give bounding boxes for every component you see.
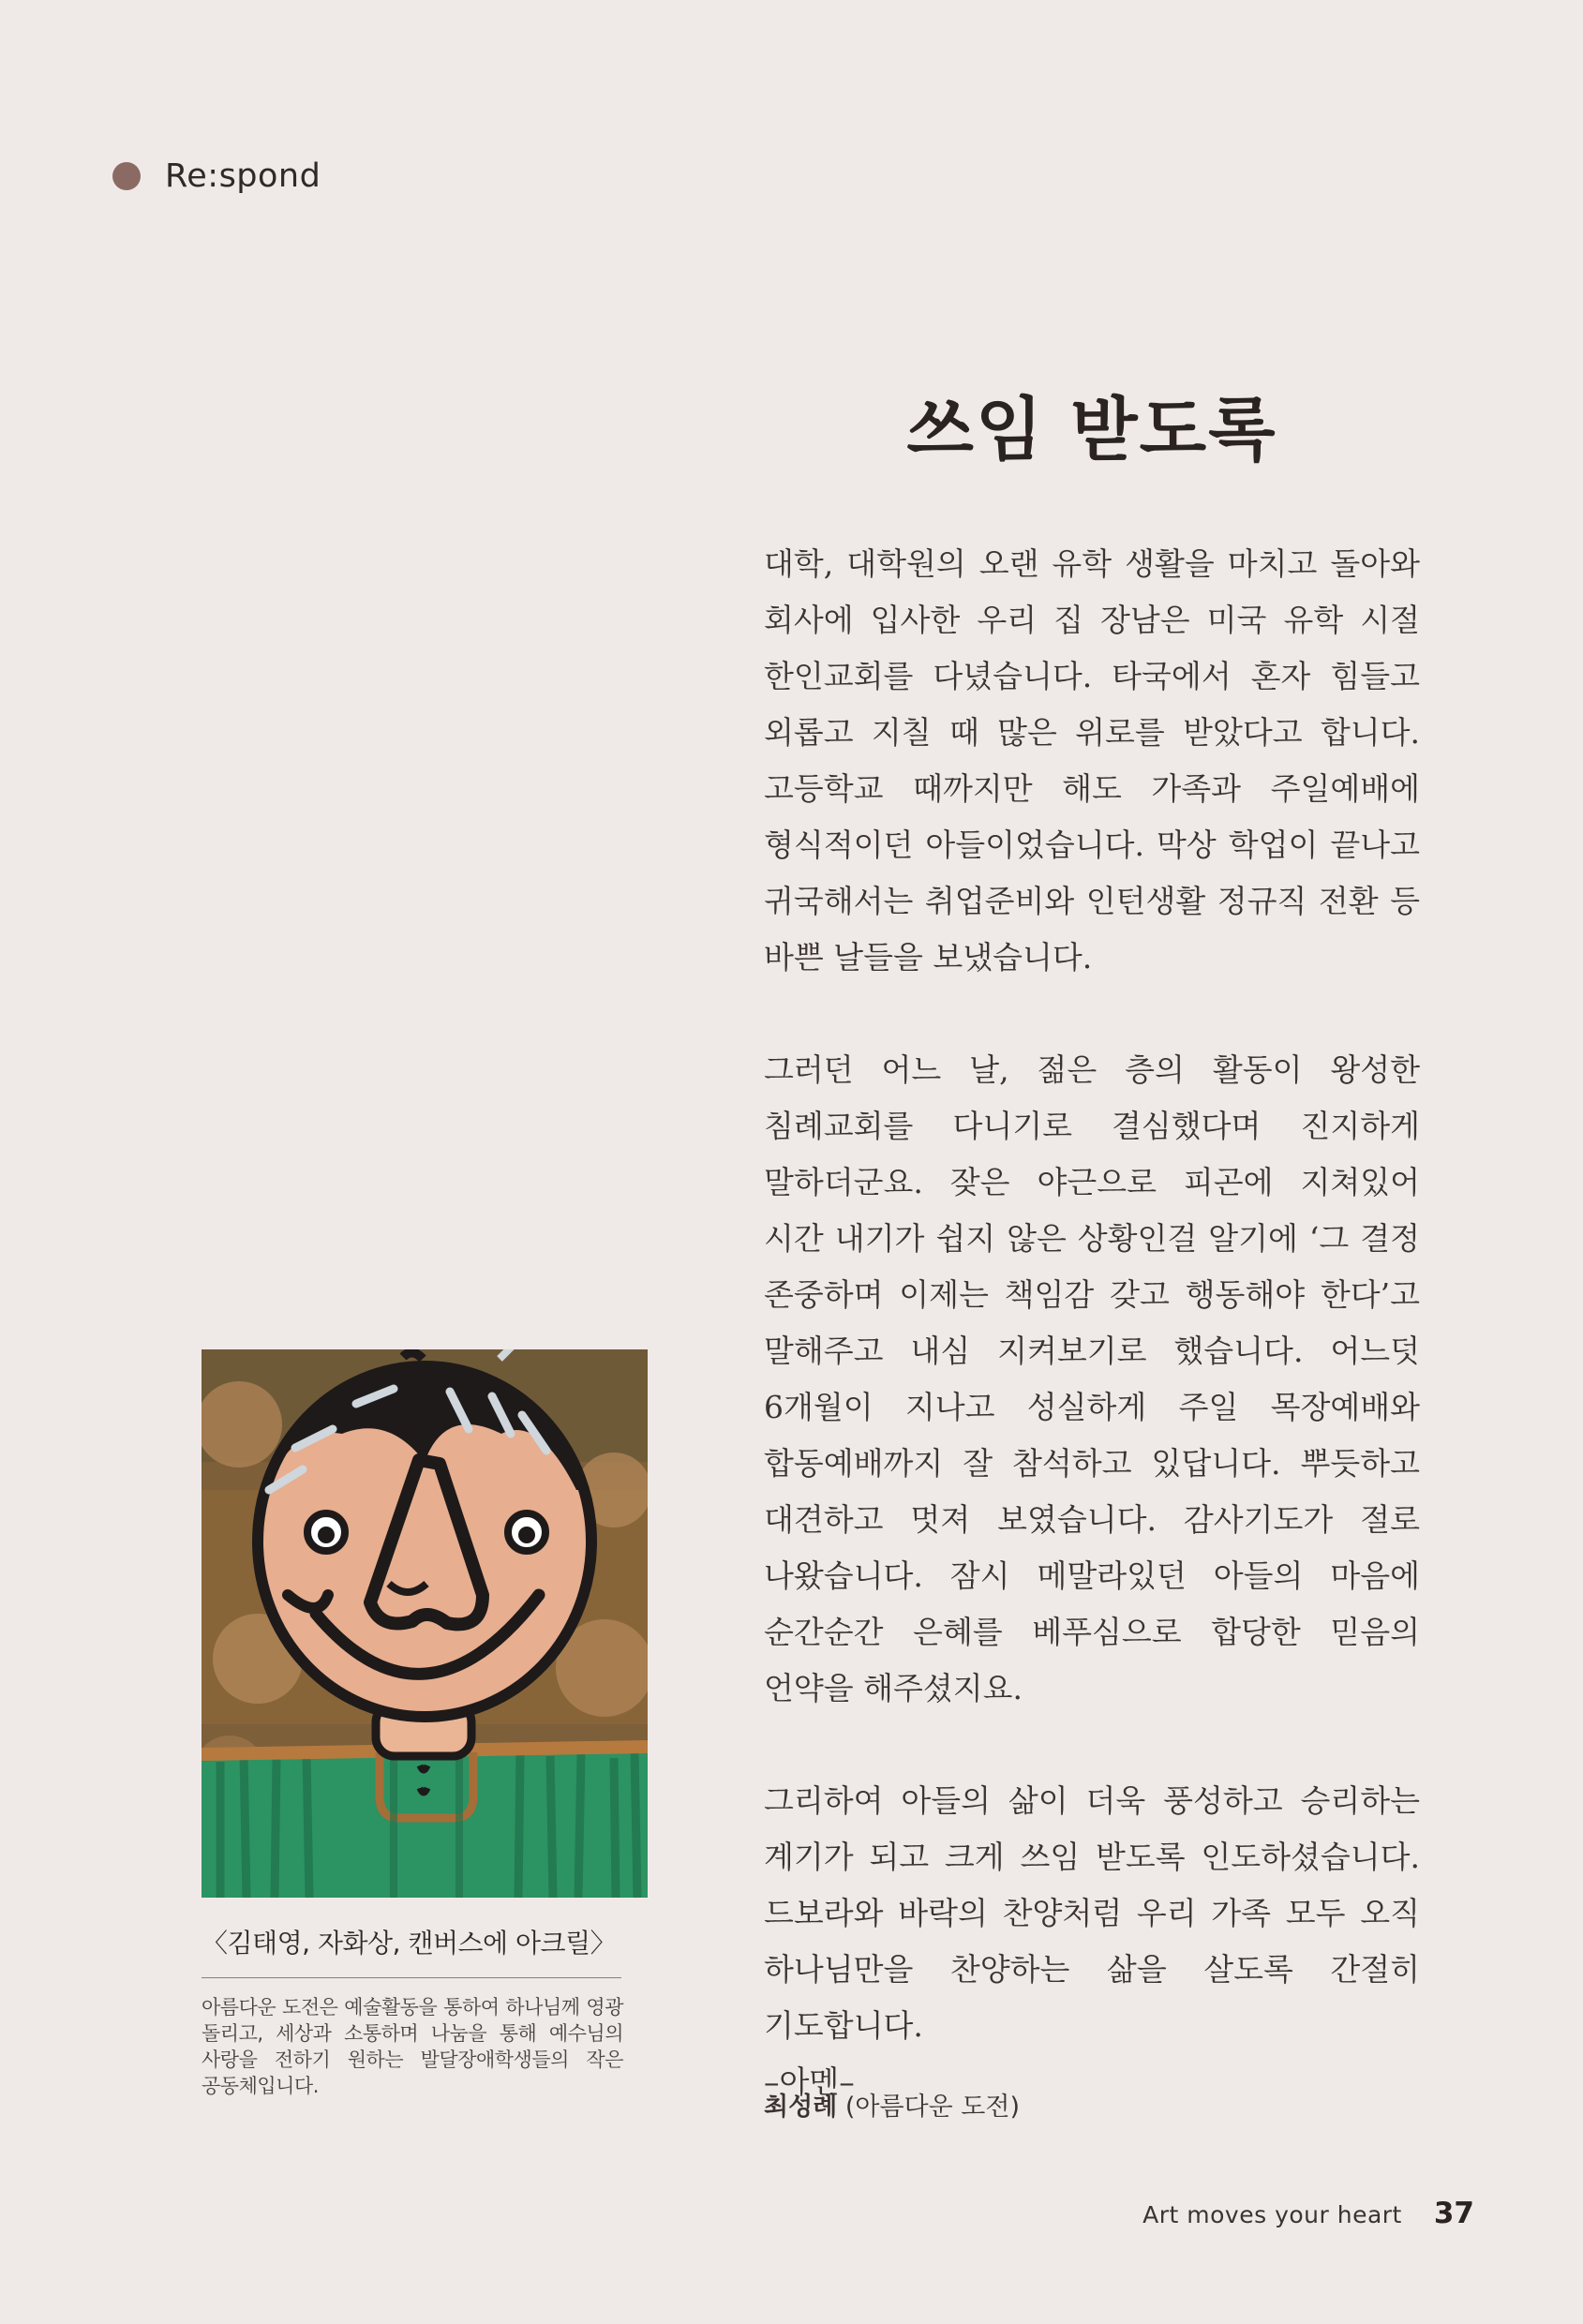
- article-paragraph-1: 대학, 대학원의 오랜 유학 생활을 마치고 돌아와 회사에 입사한 우리 집 장남은 미국 유학 시절 한인교회를 다녔습니다. 타국에서 혼자 힘들고 외롭고 지칠 때 많은 위로를 받았다고 합니다. 고등학교 때까지만 해도 가족과 주일예배에 형식적이던 아들이었습니다. 막상 학업이 끝나고 귀국해서는 취업준비와 인턴생활 정규직 전환 등 바쁜 날들을 보냈습니다.: [764, 545, 1420, 976]
- author-credit: [764, 2086, 1020, 2123]
- self-portrait-painting: [202, 1349, 648, 1898]
- article-paragraph-3: [764, 1773, 1420, 2110]
- organization-description: 아름다운 도전은 예술활동을 통하여 하나님께 영광 돌리고, 세상과 소통하며 나눔을 통해 예수님의 사랑을 전하기 원하는 발달장애학생들의 작은 공동체입니다.: [202, 1996, 623, 2097]
- author-affiliation: (아름다운 도전): [837, 2093, 1020, 2122]
- section-name: Re:spond: [165, 157, 321, 195]
- article-closing: –아멘–: [764, 2063, 855, 2100]
- artwork-caption: 〈김태영, 자화상, 캔버스에 아크릴〉: [202, 1928, 617, 1959]
- article-paragraph-3-text: 그리하여 아들의 삶이 더욱 풍성하고 승리하는 계기가 되고 크게 쓰임 받도록 인도하셨습니다. 드보라와 바락의 찬양처럼 우리 가족 모두 오직 하나님만을 찬양하는 삶을 살도록 간절히 기도합니다.: [764, 1782, 1420, 2044]
- caption-divider: [202, 1977, 621, 1978]
- section-dot-icon: [112, 162, 141, 190]
- article-title: 쓰임 받도록: [906, 390, 1277, 470]
- article-paragraph-2: 그러던 어느 날, 젊은 층의 활동이 왕성한 침례교회를 다니기로 결심했다며 진지하게 말하더군요. 잦은 야근으로 피곤에 지쳐있어 시간 내기가 쉽지 않은 상황인걸 알기에 ‘그 결정 존중하며 이제는 책임감 갖고 행동해야 한다’고 말해주고 내심 지켜보기로 했습니다. 어느덧 6개월이 지나고 성실하게 주일 목장예배와 합동예배까지 잘 참석하고 있답니다. 뿌듯하고 대견하고 멋져 보였습니다. 감사기도가 절로 나왔습니다. 잠시 메말라있던 아들의 마음에 순간순간 은혜를 베푸심으로 합당한 믿음의 언약을 해주셨지요.: [764, 1051, 1420, 1706]
- page-footer: [1142, 2197, 1474, 2230]
- author-name: 최성례: [764, 2093, 838, 2122]
- article-body: [764, 536, 1420, 2110]
- artwork-painting: [202, 1349, 648, 1898]
- page-number: 37: [1433, 2197, 1474, 2230]
- section-tag: [112, 157, 321, 195]
- footer-tagline: Art moves your heart: [1142, 2201, 1402, 2228]
